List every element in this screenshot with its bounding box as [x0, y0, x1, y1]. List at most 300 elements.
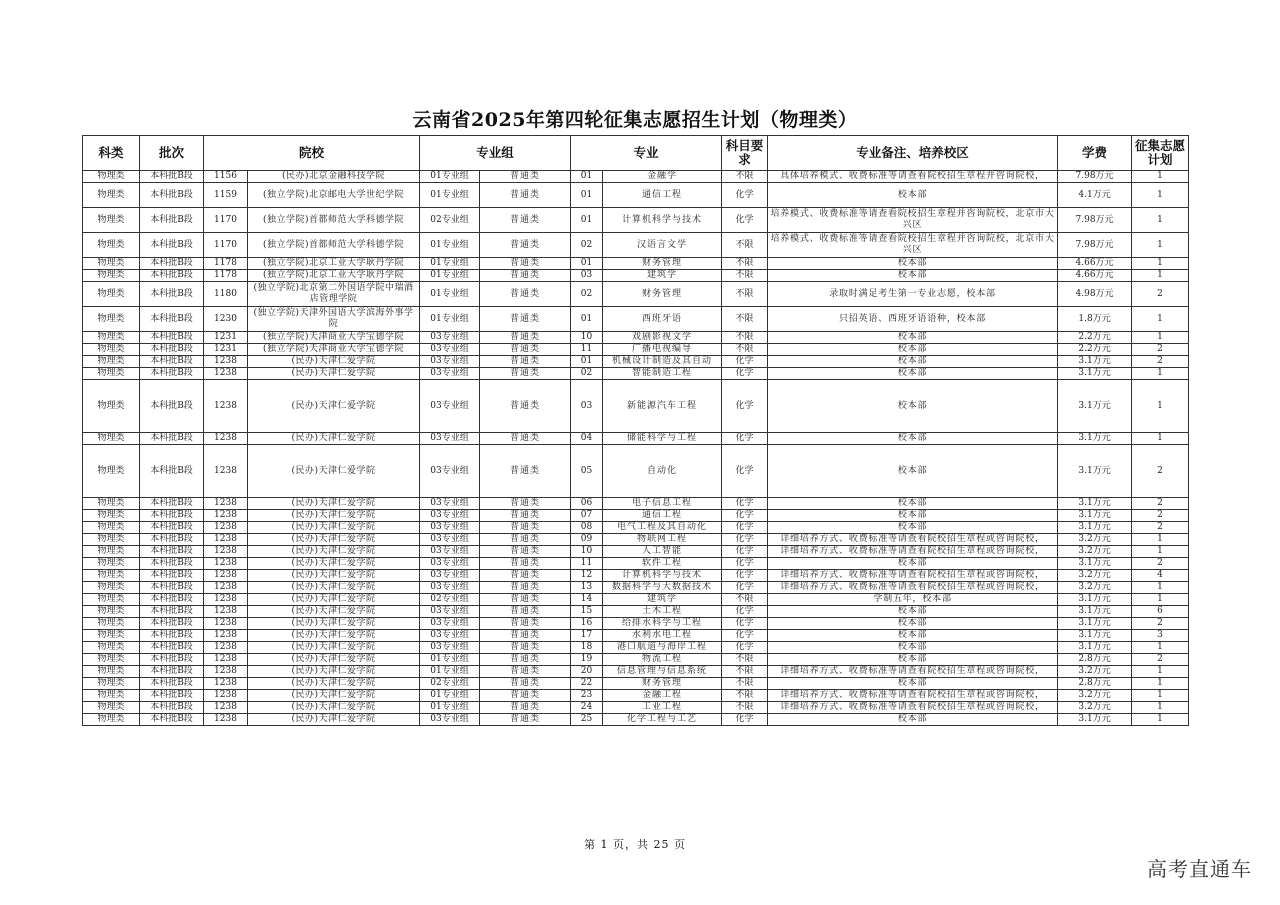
cell-notes: 详细培养方式、收费标准等请查看院校招生章程或咨询院校， — [768, 702, 1058, 714]
cell-subject-type: 物理类 — [83, 208, 140, 233]
cell-category: 普通类 — [480, 534, 571, 546]
cell-category: 普通类 — [480, 690, 571, 702]
cell-batch: 本科批B段 — [140, 654, 204, 666]
cell-subject-requirement: 化学 — [722, 445, 768, 498]
cell-batch: 本科批B段 — [140, 522, 204, 534]
cell-batch: 本科批B段 — [140, 510, 204, 522]
cell-notes: 校本部 — [768, 368, 1058, 380]
cell-tuition: 3.1万元 — [1058, 714, 1132, 726]
table-row — [83, 618, 1189, 630]
cell-major-group: 03专业组 — [420, 522, 480, 534]
cell-major-name: 金融工程 — [603, 690, 722, 702]
cell-category: 普通类 — [480, 498, 571, 510]
cell-notes: 录取时满足考生第一专业志愿，校本部 — [768, 282, 1058, 307]
cell-tuition: 3.1万元 — [1058, 498, 1132, 510]
cell-school-name: (民办)天津仁爱学院 — [248, 570, 420, 582]
cell-major-code: 10 — [571, 332, 603, 344]
cell-major-group: 01专业组 — [420, 258, 480, 270]
cell-plan-count: 2 — [1132, 522, 1189, 534]
cell-school-code: 1238 — [204, 630, 248, 642]
cell-school-name: (独立学院)北京邮电大学世纪学院 — [248, 183, 420, 208]
cell-subject-type: 物理类 — [83, 183, 140, 208]
cell-plan-count: 2 — [1132, 282, 1189, 307]
cell-plan-count: 1 — [1132, 594, 1189, 606]
cell-school-code: 1231 — [204, 332, 248, 344]
cell-subject-requirement: 不限 — [722, 332, 768, 344]
cell-subject-type: 物理类 — [83, 582, 140, 594]
cell-plan-count: 1 — [1132, 233, 1189, 258]
cell-tuition: 3.2万元 — [1058, 582, 1132, 594]
watermark-logo-text: 高考直通车 — [1147, 857, 1252, 881]
cell-school-name: (民办)天津仁爱学院 — [248, 534, 420, 546]
cell-major-name: 计算机科学与技术 — [603, 570, 722, 582]
table-row — [83, 368, 1189, 380]
cell-category: 普通类 — [480, 510, 571, 522]
cell-subject-type: 物理类 — [83, 307, 140, 332]
cell-major-group: 01专业组 — [420, 282, 480, 307]
cell-school-name: (民办)天津仁爱学院 — [248, 654, 420, 666]
cell-notes: 校本部 — [768, 270, 1058, 282]
cell-major-name: 数据科学与大数据技术 — [603, 582, 722, 594]
cell-notes: 校本部 — [768, 498, 1058, 510]
cell-batch: 本科批B段 — [140, 594, 204, 606]
cell-plan-count: 1 — [1132, 332, 1189, 344]
table-row — [83, 570, 1189, 582]
table-row — [83, 630, 1189, 642]
cell-plan-count: 1 — [1132, 582, 1189, 594]
cell-plan-count: 1 — [1132, 678, 1189, 690]
cell-major-name: 广播电视编导 — [603, 344, 722, 356]
cell-subject-requirement: 化学 — [722, 570, 768, 582]
cell-notes: 校本部 — [768, 344, 1058, 356]
cell-major-code: 07 — [571, 510, 603, 522]
cell-tuition: 4.66万元 — [1058, 270, 1132, 282]
cell-school-code: 1238 — [204, 618, 248, 630]
cell-school-name: (民办)天津仁爱学院 — [248, 380, 420, 433]
cell-school-name: (民办)天津仁爱学院 — [248, 690, 420, 702]
cell-notes: 校本部 — [768, 606, 1058, 618]
cell-major-group: 03专业组 — [420, 380, 480, 433]
cell-category: 普通类 — [480, 642, 571, 654]
cell-major-code: 04 — [571, 433, 603, 445]
cell-notes: 只招英语、西班牙语语种，校本部 — [768, 307, 1058, 332]
cell-category: 普通类 — [480, 380, 571, 433]
cell-major-name: 港口航道与海岸工程 — [603, 642, 722, 654]
cell-subject-requirement: 化学 — [722, 208, 768, 233]
cell-subject-requirement: 化学 — [722, 380, 768, 433]
cell-major-group: 03专业组 — [420, 618, 480, 630]
cell-major-group: 03专业组 — [420, 546, 480, 558]
table-row — [83, 183, 1189, 208]
cell-notes: 校本部 — [768, 445, 1058, 498]
cell-batch: 本科批B段 — [140, 380, 204, 433]
cell-notes: 校本部 — [768, 522, 1058, 534]
cell-notes: 详细培养方式、收费标准等请查看院校招生章程或咨询院校， — [768, 570, 1058, 582]
cell-major-code: 19 — [571, 654, 603, 666]
cell-school-code: 1238 — [204, 690, 248, 702]
cell-plan-count: 2 — [1132, 498, 1189, 510]
cell-major-code: 16 — [571, 618, 603, 630]
header-tuition: 学费 — [1058, 136, 1132, 171]
cell-batch: 本科批B段 — [140, 606, 204, 618]
cell-school-code: 1238 — [204, 558, 248, 570]
cell-major-code: 14 — [571, 594, 603, 606]
cell-batch: 本科批B段 — [140, 233, 204, 258]
cell-school-code: 1238 — [204, 678, 248, 690]
cell-major-code: 03 — [571, 380, 603, 433]
cell-major-name: 土木工程 — [603, 606, 722, 618]
cell-major-name: 给排水科学与工程 — [603, 618, 722, 630]
cell-school-name: (独立学院)首都师范大学科德学院 — [248, 208, 420, 233]
cell-notes: 校本部 — [768, 332, 1058, 344]
cell-school-code: 1238 — [204, 642, 248, 654]
table-row — [83, 208, 1189, 233]
cell-school-code: 1238 — [204, 666, 248, 678]
cell-batch: 本科批B段 — [140, 183, 204, 208]
cell-major-name: 化学工程与工艺 — [603, 714, 722, 726]
cell-subject-type: 物理类 — [83, 522, 140, 534]
cell-tuition: 3.1万元 — [1058, 356, 1132, 368]
cell-subject-type: 物理类 — [83, 258, 140, 270]
cell-major-code: 03 — [571, 270, 603, 282]
table-row — [83, 282, 1189, 307]
cell-major-code: 08 — [571, 522, 603, 534]
cell-batch: 本科批B段 — [140, 642, 204, 654]
cell-school-name: (民办)天津仁爱学院 — [248, 368, 420, 380]
header-major-group: 专业组 — [420, 136, 571, 171]
cell-subject-requirement: 不限 — [722, 307, 768, 332]
cell-category: 普通类 — [480, 606, 571, 618]
cell-notes: 校本部 — [768, 433, 1058, 445]
cell-notes: 校本部 — [768, 510, 1058, 522]
cell-batch: 本科批B段 — [140, 368, 204, 380]
cell-batch: 本科批B段 — [140, 618, 204, 630]
header-school: 院校 — [204, 136, 420, 171]
cell-school-name: (民办)北京金融科技学院 — [248, 171, 420, 183]
cell-subject-type: 物理类 — [83, 630, 140, 642]
cell-major-group: 02专业组 — [420, 208, 480, 233]
cell-subject-type: 物理类 — [83, 570, 140, 582]
cell-school-code: 1238 — [204, 534, 248, 546]
cell-major-code: 13 — [571, 582, 603, 594]
cell-subject-type: 物理类 — [83, 702, 140, 714]
cell-batch: 本科批B段 — [140, 630, 204, 642]
cell-major-name: 西班牙语 — [603, 307, 722, 332]
cell-category: 普通类 — [480, 618, 571, 630]
cell-subject-requirement: 不限 — [722, 594, 768, 606]
cell-notes: 详细培养方式、收费标准等请查看院校招生章程或咨询院校， — [768, 690, 1058, 702]
cell-batch: 本科批B段 — [140, 582, 204, 594]
table-row — [83, 356, 1189, 368]
cell-plan-count: 1 — [1132, 208, 1189, 233]
cell-tuition: 3.1万元 — [1058, 558, 1132, 570]
cell-major-code: 18 — [571, 642, 603, 654]
cell-plan-count: 1 — [1132, 534, 1189, 546]
header-major: 专业 — [571, 136, 722, 171]
cell-subject-type: 物理类 — [83, 690, 140, 702]
cell-tuition: 3.1万元 — [1058, 618, 1132, 630]
cell-batch: 本科批B段 — [140, 666, 204, 678]
cell-subject-requirement: 不限 — [722, 690, 768, 702]
cell-major-group: 03专业组 — [420, 630, 480, 642]
table-row — [83, 678, 1189, 690]
cell-category: 普通类 — [480, 183, 571, 208]
cell-major-code: 06 — [571, 498, 603, 510]
cell-category: 普通类 — [480, 630, 571, 642]
cell-subject-type: 物理类 — [83, 546, 140, 558]
cell-school-name: (民办)天津仁爱学院 — [248, 433, 420, 445]
cell-school-code: 1238 — [204, 433, 248, 445]
cell-major-name: 物联网工程 — [603, 534, 722, 546]
table-row — [83, 307, 1189, 332]
cell-tuition: 4.66万元 — [1058, 258, 1132, 270]
cell-notes: 详细培养方式、收费标准等请查看院校招生章程或咨询院校， — [768, 546, 1058, 558]
cell-major-group: 01专业组 — [420, 270, 480, 282]
cell-school-name: (民办)天津仁爱学院 — [248, 618, 420, 630]
cell-plan-count: 1 — [1132, 380, 1189, 433]
table-row — [83, 332, 1189, 344]
cell-school-code: 1238 — [204, 582, 248, 594]
cell-major-name: 建筑学 — [603, 594, 722, 606]
cell-school-code: 1238 — [204, 546, 248, 558]
cell-major-name: 智能制造工程 — [603, 368, 722, 380]
cell-major-name: 新能源汽车工程 — [603, 380, 722, 433]
cell-major-name: 计算机科学与技术 — [603, 208, 722, 233]
cell-subject-requirement: 不限 — [722, 282, 768, 307]
cell-school-code: 1231 — [204, 344, 248, 356]
cell-school-code: 1238 — [204, 445, 248, 498]
cell-school-code: 1238 — [204, 356, 248, 368]
cell-school-name: (民办)天津仁爱学院 — [248, 630, 420, 642]
cell-notes: 校本部 — [768, 380, 1058, 433]
cell-plan-count: 4 — [1132, 570, 1189, 582]
cell-batch: 本科批B段 — [140, 498, 204, 510]
cell-major-group: 03专业组 — [420, 498, 480, 510]
cell-major-group: 01专业组 — [420, 702, 480, 714]
cell-tuition: 3.1万元 — [1058, 522, 1132, 534]
cell-major-name: 财务管理 — [603, 258, 722, 270]
cell-tuition: 3.2万元 — [1058, 690, 1132, 702]
cell-school-code: 1238 — [204, 380, 248, 433]
cell-tuition: 3.2万元 — [1058, 546, 1132, 558]
cell-notes: 详细培养方式、收费标准等请查看院校招生章程或咨询院校， — [768, 534, 1058, 546]
cell-category: 普通类 — [480, 344, 571, 356]
cell-batch: 本科批B段 — [140, 307, 204, 332]
cell-subject-requirement: 化学 — [722, 546, 768, 558]
cell-plan-count: 2 — [1132, 344, 1189, 356]
cell-notes: 具体培养模式、收费标准等请查看院校招生章程并咨询院校， — [768, 171, 1058, 183]
cell-subject-requirement: 化学 — [722, 582, 768, 594]
cell-batch: 本科批B段 — [140, 558, 204, 570]
cell-category: 普通类 — [480, 702, 571, 714]
cell-major-group: 01专业组 — [420, 666, 480, 678]
table-row — [83, 380, 1189, 433]
cell-category: 普通类 — [480, 522, 571, 534]
cell-school-name: (民办)天津仁爱学院 — [248, 678, 420, 690]
cell-plan-count: 1 — [1132, 546, 1189, 558]
cell-major-name: 通信工程 — [603, 510, 722, 522]
table-row — [83, 510, 1189, 522]
cell-subject-type: 物理类 — [83, 433, 140, 445]
cell-school-name: (民办)天津仁爱学院 — [248, 606, 420, 618]
cell-tuition: 1.8万元 — [1058, 307, 1132, 332]
cell-school-name: (民办)天津仁爱学院 — [248, 558, 420, 570]
cell-subject-requirement: 化学 — [722, 433, 768, 445]
cell-subject-type: 物理类 — [83, 714, 140, 726]
cell-major-group: 01专业组 — [420, 171, 480, 183]
cell-major-name: 信息管理与信息系统 — [603, 666, 722, 678]
cell-batch: 本科批B段 — [140, 714, 204, 726]
cell-major-name: 财务管理 — [603, 678, 722, 690]
cell-major-group: 02专业组 — [420, 594, 480, 606]
cell-category: 普通类 — [480, 582, 571, 594]
table-row — [83, 445, 1189, 498]
cell-major-code: 09 — [571, 534, 603, 546]
cell-school-name: (民办)天津仁爱学院 — [248, 445, 420, 498]
cell-school-name: (民办)天津仁爱学院 — [248, 594, 420, 606]
cell-major-code: 05 — [571, 445, 603, 498]
cell-major-group: 03专业组 — [420, 332, 480, 344]
cell-tuition: 3.1万元 — [1058, 368, 1132, 380]
cell-major-group: 03专业组 — [420, 534, 480, 546]
cell-major-name: 机械设计制造及其自动 — [603, 356, 722, 368]
cell-plan-count: 1 — [1132, 258, 1189, 270]
cell-plan-count: 2 — [1132, 618, 1189, 630]
cell-school-code: 1238 — [204, 714, 248, 726]
enrollment-plan-table — [82, 135, 1189, 726]
cell-tuition: 3.2万元 — [1058, 570, 1132, 582]
cell-major-group: 03专业组 — [420, 510, 480, 522]
cell-major-name: 储能科学与工程 — [603, 433, 722, 445]
cell-tuition: 7.98万元 — [1058, 233, 1132, 258]
cell-major-name: 软件工程 — [603, 558, 722, 570]
cell-category: 普通类 — [480, 171, 571, 183]
cell-major-group: 03专业组 — [420, 642, 480, 654]
cell-category: 普通类 — [480, 368, 571, 380]
cell-major-name: 工业工程 — [603, 702, 722, 714]
header-batch: 批次 — [140, 136, 204, 171]
cell-plan-count: 1 — [1132, 690, 1189, 702]
cell-tuition: 3.1万元 — [1058, 594, 1132, 606]
table-row — [83, 344, 1189, 356]
cell-tuition: 2.2万元 — [1058, 332, 1132, 344]
cell-school-code: 1230 — [204, 307, 248, 332]
cell-major-code: 01 — [571, 208, 603, 233]
cell-category: 普通类 — [480, 356, 571, 368]
cell-category: 普通类 — [480, 233, 571, 258]
cell-tuition: 3.1万元 — [1058, 380, 1132, 433]
cell-school-name: (民办)天津仁爱学院 — [248, 714, 420, 726]
cell-category: 普通类 — [480, 307, 571, 332]
cell-tuition: 3.2万元 — [1058, 702, 1132, 714]
table-row — [83, 534, 1189, 546]
cell-subject-requirement: 化学 — [722, 630, 768, 642]
cell-subject-type: 物理类 — [83, 642, 140, 654]
cell-notes: 校本部 — [768, 258, 1058, 270]
cell-major-code: 01 — [571, 183, 603, 208]
cell-batch: 本科批B段 — [140, 171, 204, 183]
cell-school-name: (民办)天津仁爱学院 — [248, 582, 420, 594]
cell-major-name: 通信工程 — [603, 183, 722, 208]
cell-subject-type: 物理类 — [83, 510, 140, 522]
cell-major-code: 02 — [571, 282, 603, 307]
cell-subject-type: 物理类 — [83, 332, 140, 344]
header-subject-type: 科类 — [83, 136, 140, 171]
cell-subject-requirement: 不限 — [722, 654, 768, 666]
cell-subject-type: 物理类 — [83, 282, 140, 307]
cell-subject-type: 物理类 — [83, 344, 140, 356]
cell-plan-count: 1 — [1132, 270, 1189, 282]
cell-plan-count: 2 — [1132, 558, 1189, 570]
cell-school-code: 1238 — [204, 594, 248, 606]
cell-batch: 本科批B段 — [140, 570, 204, 582]
cell-major-name: 金融学 — [603, 171, 722, 183]
cell-batch: 本科批B段 — [140, 270, 204, 282]
cell-category: 普通类 — [480, 258, 571, 270]
cell-subject-requirement: 化学 — [722, 522, 768, 534]
table-row — [83, 690, 1189, 702]
cell-tuition: 2.8万元 — [1058, 654, 1132, 666]
table-row — [83, 522, 1189, 534]
cell-school-name: (独立学院)天津外国语大学滨海外事学院 — [248, 307, 420, 332]
cell-school-code: 1178 — [204, 258, 248, 270]
table-row — [83, 546, 1189, 558]
cell-major-group: 01专业组 — [420, 307, 480, 332]
cell-school-code: 1180 — [204, 282, 248, 307]
cell-notes: 校本部 — [768, 714, 1058, 726]
cell-major-code: 02 — [571, 368, 603, 380]
cell-major-name: 自动化 — [603, 445, 722, 498]
cell-subject-requirement: 化学 — [722, 534, 768, 546]
cell-major-name: 建筑学 — [603, 270, 722, 282]
table-row — [83, 270, 1189, 282]
cell-category: 普通类 — [480, 445, 571, 498]
cell-tuition: 2.2万元 — [1058, 344, 1132, 356]
cell-category: 普通类 — [480, 433, 571, 445]
table-header-row — [83, 136, 1189, 171]
cell-subject-type: 物理类 — [83, 558, 140, 570]
cell-major-code: 22 — [571, 678, 603, 690]
header-notes: 专业备注、培养校区 — [768, 136, 1058, 171]
cell-plan-count: 2 — [1132, 356, 1189, 368]
cell-batch: 本科批B段 — [140, 702, 204, 714]
cell-major-group: 03专业组 — [420, 445, 480, 498]
cell-notes: 培养模式、收费标准等请查看院校招生章程并咨询院校，北京市大兴区 — [768, 233, 1058, 258]
cell-tuition: 3.1万元 — [1058, 630, 1132, 642]
cell-major-group: 03专业组 — [420, 558, 480, 570]
cell-category: 普通类 — [480, 666, 571, 678]
cell-batch: 本科批B段 — [140, 282, 204, 307]
cell-notes: 校本部 — [768, 654, 1058, 666]
cell-major-code: 25 — [571, 714, 603, 726]
cell-subject-type: 物理类 — [83, 618, 140, 630]
table-row — [83, 258, 1189, 270]
cell-notes: 校本部 — [768, 618, 1058, 630]
cell-school-code: 1238 — [204, 522, 248, 534]
cell-batch: 本科批B段 — [140, 678, 204, 690]
cell-major-code: 02 — [571, 233, 603, 258]
cell-major-group: 03专业组 — [420, 356, 480, 368]
cell-category: 普通类 — [480, 208, 571, 233]
cell-subject-requirement: 不限 — [722, 171, 768, 183]
cell-notes: 校本部 — [768, 558, 1058, 570]
cell-category: 普通类 — [480, 714, 571, 726]
cell-subject-type: 物理类 — [83, 666, 140, 678]
cell-notes: 详细培养方式、收费标准等请查看院校招生章程或咨询院校， — [768, 582, 1058, 594]
cell-batch: 本科批B段 — [140, 344, 204, 356]
table-body — [83, 171, 1189, 726]
cell-school-code: 1156 — [204, 171, 248, 183]
